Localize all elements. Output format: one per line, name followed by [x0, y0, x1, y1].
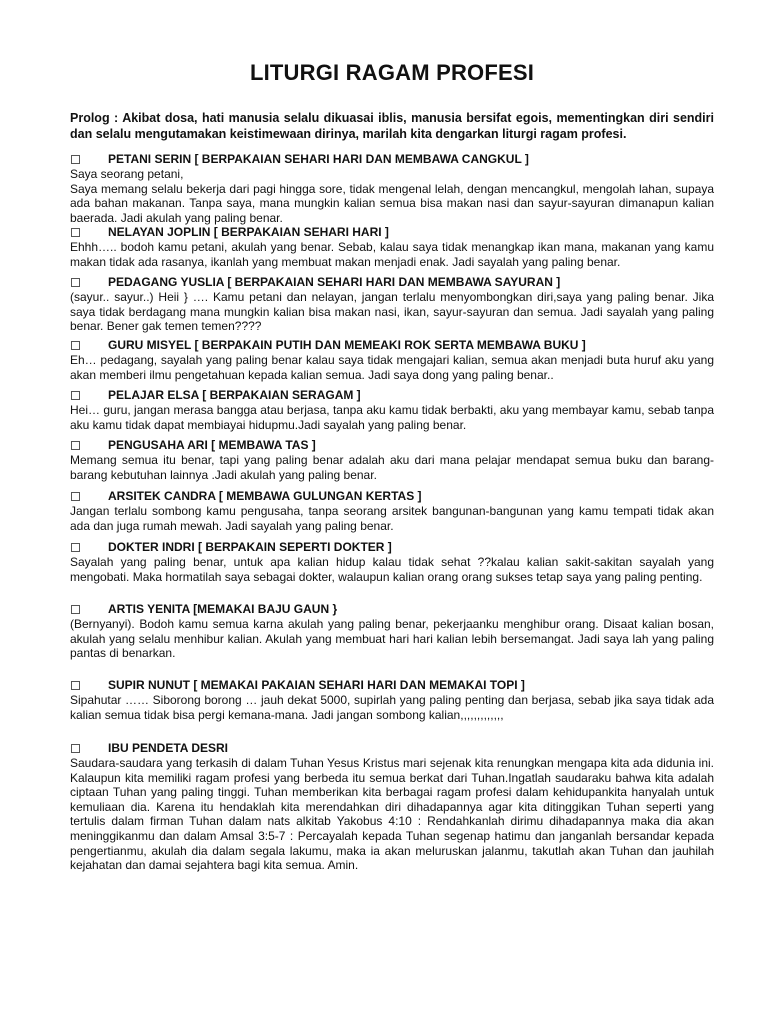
section-heading: PETANI SERIN [ BERPAKAIAN SEHARI HARI DAN MEMBAWA CANGKUL ]	[108, 152, 529, 166]
section-artis	[70, 602, 714, 661]
section-supir	[70, 678, 714, 722]
section-heading: PENGUSAHA ARI [ MEMBAWA TAS ]	[108, 438, 316, 452]
section-text: (Bernyanyi). Bodoh kamu semua karna akulah yang paling benar, pekerjaanku menghibur orang. Disaat kalian bosan, akulah yang selalu menhibur kalian. Akulah yang membuat hari hari kalian lebih bersemangat. Jadi saya lah yang paling pantas di benarkan.	[70, 617, 714, 661]
section-heading: IBU PENDETA DESRI	[108, 741, 229, 755]
checkbox-icon	[71, 278, 80, 287]
section-text: Hei… guru, jangan merasa bangga atau berjasa, tanpa aku kamu tidak berbakti, aku yang membayar kamu, sebab tanpa aku kamu tidak dapat membiayai hidupmu.Jadi sayalah yang paling benar.	[70, 403, 714, 432]
section-text: (sayur.. sayur..) Heii } …. Kamu petani dan nelayan, jangan terlalu menyombongkan diri,saya yang paling benar. Jika saya tidak berdagang mana mungkin kalian bisa makan nasi, ikan, sayur-sayuran dan semua. Jadi sayalah yang paling benar. Bener gak temen temen????	[70, 290, 714, 334]
section-text: Jangan terlalu sombong kamu pengusaha, tanpa seorang arsitek bangunan-bangunan yang kamu tempati tidak akan ada dan juga rumah mewah. Jadi sayalah yang paling benar.	[70, 504, 714, 533]
section-heading: NELAYAN JOPLIN [ BERPAKAIAN SEHARI HARI ]	[108, 225, 389, 239]
section-guru	[70, 338, 714, 382]
section-arsitek	[70, 489, 714, 533]
section-pelajar	[70, 388, 714, 432]
checkbox-icon	[71, 391, 80, 400]
section-heading: PEDAGANG YUSLIA [ BERPAKAIAN SEHARI HARI DAN MEMBAWA SAYURAN ]	[108, 275, 561, 289]
section-heading: DOKTER INDRI [ BERPAKAIN SEPERTI DOKTER ]	[108, 540, 392, 554]
section-pedagang	[70, 275, 714, 334]
checkbox-icon	[71, 341, 80, 350]
checkbox-icon	[71, 681, 80, 690]
checkbox-icon	[71, 543, 80, 552]
section-text: Saudara-saudara yang terkasih di dalam Tuhan Yesus Kristus mari sejenak kita renungkan mengapa kita ada didunia ini. Kalaupun kita memiliki ragam profesi yang berbeda itu semua berkat dari Tuhan.Ingatlah saudaraku bahwa kita adalah ciptaan Tuhan yang paling tinggi. Tuhan memberikan kita berbagai ragam profesi dalam kehidupankita hanyalah untuk kemuliaan dia. Karena itu hendaklah kita merendahkan diri dihadapannya agar kita ditinggikan Tuhan seperti yang tertulis dalam firman Tuhan dalam nats alkitab Yakobus 4:10 : Rendahkanlah dirimu dihadapannya maka dia akan meninggikanmu dan dalam Amsal 3:5-7 : Percayalah kepada Tuhan segenap hatimu dan janganlah bersandar kepada pengertianmu, akulah dia dalam segala lakumu, maka ia akan meluruskan jalanmu, takutlah akan Tuhan dan jauhilah kejahatan dan damai sejahtera bagi kita semua. Amin.	[70, 756, 714, 873]
checkbox-icon	[71, 744, 80, 753]
section-heading: ARSITEK CANDRA [ MEMBAWA GULUNGAN KERTAS ]	[108, 489, 422, 503]
section-heading: ARTIS YENITA [MEMAKAI BAJU GAUN }	[108, 602, 338, 616]
section-dokter	[70, 540, 714, 584]
checkbox-icon	[71, 441, 80, 450]
checkbox-icon	[71, 155, 80, 164]
checkbox-icon	[71, 228, 80, 237]
section-text: Ehhh….. bodoh kamu petani, akulah yang benar. Sebab, kalau saya tidak menangkap ikan mana, makanan yang kamu makan tidak ada rasanya, ikanlah yang membuat makan menjadi enak. Jadi sayalah yang paling benar.	[70, 240, 714, 269]
document-title: LITURGI RAGAM PROFESI	[249, 60, 535, 85]
section-petani	[70, 152, 714, 225]
section-text: Sayalah yang paling benar, untuk apa kalian hidup kalau tidak sehat ??kalau kalian sakit-sakitan sayalah yang mengobati. Maka hormatilah saya sebagai dokter, walaupun kalian orang orang sukses tetap saya yang paling penting.	[70, 555, 714, 584]
section-heading: PELAJAR ELSA [ BERPAKAIAN SERAGAM ]	[108, 388, 361, 402]
section-pengusaha	[70, 438, 714, 482]
section-pendeta	[70, 741, 714, 873]
section-text: Eh… pedagang, sayalah yang paling benar kalau saya tidak mengajari kalian, semua akan menjadi buta huruf aku yang akan memberi ilmu pengetahuan kepada kalian semua. Jadi saya dong yang paling benar..	[70, 353, 714, 382]
prolog-paragraph: Prolog : Akibat dosa, hati manusia selalu dikuasai iblis, manusia bersifat egois, mementingkan diri sendiri dan selalu mengutamakan keistimewaan dirinya, marilah kita dengarkan liturgi ragam profesi.	[70, 111, 714, 141]
checkbox-icon	[71, 605, 80, 614]
section-heading: GURU MISYEL [ BERPAKAIN PUTIH DAN MEMEAKI ROK SERTA MEMBAWA BUKU ]	[108, 338, 586, 352]
section-text: Sipahutar …… Siborong borong … jauh dekat 5000, supirlah yang paling penting dan berjasa, sebab jika saya tidak ada kalian semua tidak bisa pergi kemana-mana. Jadi jangan sombong kalian,,,,,,,,,,,,,	[70, 693, 714, 722]
section-nelayan	[70, 225, 714, 269]
section-text: Memang semua itu benar, tapi yang paling benar adalah aku dari mana pelajar mendapat semua buku dan barang-barang kebutuhan lainnya .Jadi akulah yang paling benar.	[70, 453, 714, 482]
document-page	[70, 0, 714, 1024]
section-heading: SUPIR NUNUT [ MEMAKAI PAKAIAN SEHARI HARI DAN MEMAKAI TOPI ]	[108, 678, 525, 692]
checkbox-icon	[71, 492, 80, 501]
section-text: Saya seorang petani, Saya memang selalu bekerja dari pagi hingga sore, tidak mengenal lelah, dengan mencangkul, mengolah lahan, supaya ada bahan makanan. Tanpa saya, mana mungkin kalian semua bisa makan nasi dan sayur-sayuran dimanapun kalian baerada. Jadi akulah yang paling benar.	[70, 167, 714, 225]
